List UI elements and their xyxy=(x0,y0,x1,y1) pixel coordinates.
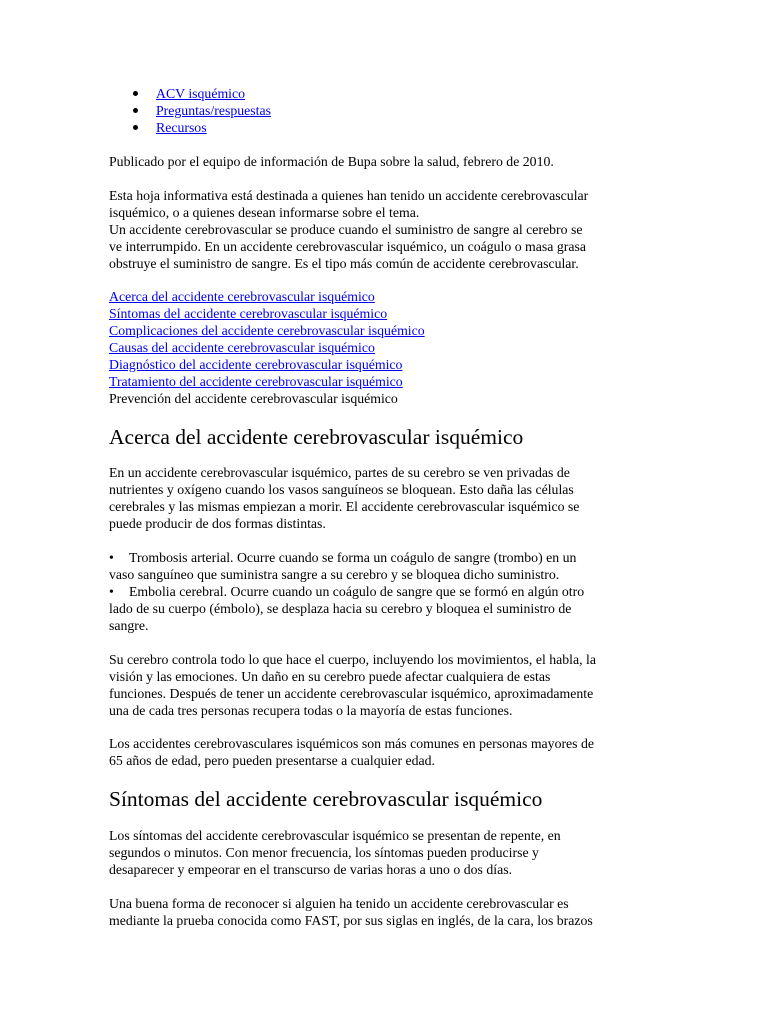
paragraph-line: Una buena forma de reconocer si alguien ha tenido un accidente cerebrovascular es xyxy=(109,896,569,911)
section1-bullets xyxy=(109,549,669,634)
paragraph-line: desaparecer y empeorar en el transcurso de varias horas a uno o dos días. xyxy=(109,862,513,877)
section-heading-acerca: Acerca del accidente cerebrovascular isquémico xyxy=(109,425,524,449)
intro-line: obstruye el suministro de sangre. Es el tipo más común de accidente cerebrovascular. xyxy=(109,256,579,271)
nav-link-recursos[interactable]: Recursos xyxy=(156,120,207,135)
nav-item xyxy=(133,85,271,102)
bullet-icon xyxy=(133,108,138,113)
paragraph-line: una de cada tres personas recupera todas o la mayoría de estas funciones. xyxy=(109,703,513,718)
nav-link-preguntas[interactable]: Preguntas/respuestas xyxy=(156,103,271,118)
nav-list xyxy=(133,85,271,136)
bullet-line xyxy=(109,549,669,566)
bullet-line: vaso sanguíneo que suministra sangre a su cerebro y se bloquea dicho suministro. xyxy=(109,567,560,582)
bullet-line: sangre. xyxy=(109,618,149,633)
toc-link-causas[interactable]: Causas del accidente cerebrovascular isquémico xyxy=(109,340,375,355)
paragraph-line: visión y las emociones. Un daño en su cerebro puede afectar cualquiera de estas xyxy=(109,669,551,684)
bullet-icon xyxy=(133,125,138,130)
paragraph-line: Los síntomas del accidente cerebrovascular isquémico se presentan de repente, en xyxy=(109,828,561,843)
nav-item xyxy=(133,119,271,136)
paragraph-line: funciones. Después de tener un accidente cerebrovascular isquémico, aproximadamente xyxy=(109,686,594,701)
bullet-mark: • xyxy=(109,550,114,565)
nav-link-acv[interactable]: ACV isquémico xyxy=(156,86,246,101)
toc-link-sintomas[interactable]: Síntomas del accidente cerebrovascular isquémico xyxy=(109,306,388,321)
intro-line: isquémico, o a quienes desean informarse sobre el tema. xyxy=(109,205,420,220)
section2-paragraph2 xyxy=(109,895,669,929)
toc-link-tratamiento[interactable]: Tratamiento del accidente cerebrovascular isquémico xyxy=(109,374,403,389)
published-note xyxy=(109,153,669,170)
intro-line: Esta hoja informativa está destinada a quienes han tenido un accidente cerebrovascular xyxy=(109,188,589,203)
paragraph-line: 65 años de edad, pero pueden presentarse a cualquier edad. xyxy=(109,753,435,768)
bullet-text: Embolia cerebral. Ocurre cuando un coágulo de sangre que se formó en algún otro xyxy=(129,584,585,599)
intro-line: Un accidente cerebrovascular se produce cuando el suministro de sangre al cerebro se xyxy=(109,222,583,237)
section1-paragraph3 xyxy=(109,735,669,769)
table-of-contents xyxy=(109,288,425,407)
section-heading-sintomas: Síntomas del accidente cerebrovascular isquémico xyxy=(109,787,543,811)
paragraph-line: nutrientes y oxígeno cuando los vasos sanguíneos se bloquean. Esto daña las células xyxy=(109,482,574,497)
paragraph-line: Los accidentes cerebrovasculares isquémicos son más comunes en personas mayores de xyxy=(109,736,595,751)
paragraph-line: cerebrales y las mismas empiezan a morir. El accidente cerebrovascular isquémico se xyxy=(109,499,580,514)
bullet-text: Trombosis arterial. Ocurre cuando se forma un coágulo de sangre (trombo) en un xyxy=(129,550,577,565)
toc-link-diagnostico[interactable]: Diagnóstico del accidente cerebrovascular isquémico xyxy=(109,357,403,372)
toc-link-complicaciones[interactable]: Complicaciones del accidente cerebrovascular isquémico xyxy=(109,323,425,338)
nav-item xyxy=(133,102,271,119)
paragraph-line: mediante la prueba conocida como FAST, por sus siglas en inglés, de la cara, los brazos xyxy=(109,913,593,928)
section1-paragraph2 xyxy=(109,651,669,719)
bullet-mark: • xyxy=(109,584,114,599)
bullet-line: lado de su cuerpo (émbolo), se desplaza hacia su cerebro y bloquea el suministro de xyxy=(109,601,572,616)
bullet-line xyxy=(109,583,669,600)
paragraph-line: En un accidente cerebrovascular isquémico, partes de su cerebro se ven privadas de xyxy=(109,465,570,480)
toc-item-prevencion: Prevención del accidente cerebrovascular isquémico xyxy=(109,391,398,406)
section2-paragraph1 xyxy=(109,827,669,878)
paragraph-line: puede producir de dos formas distintas. xyxy=(109,516,326,531)
bullet-icon xyxy=(133,91,138,96)
intro-paragraph xyxy=(109,187,669,272)
published-text: Publicado por el equipo de información de Bupa sobre la salud, febrero de 2010. xyxy=(109,154,554,169)
section1-paragraph1 xyxy=(109,464,669,532)
paragraph-line: Su cerebro controla todo lo que hace el cuerpo, incluyendo los movimientos, el habla, la xyxy=(109,652,596,667)
toc-link-acerca[interactable]: Acerca del accidente cerebrovascular isquémico xyxy=(109,289,375,304)
paragraph-line: segundos o minutos. Con menor frecuencia, los síntomas pueden producirse y xyxy=(109,845,539,860)
intro-line: ve interrumpido. En un accidente cerebrovascular isquémico, un coágulo o masa grasa xyxy=(109,239,586,254)
